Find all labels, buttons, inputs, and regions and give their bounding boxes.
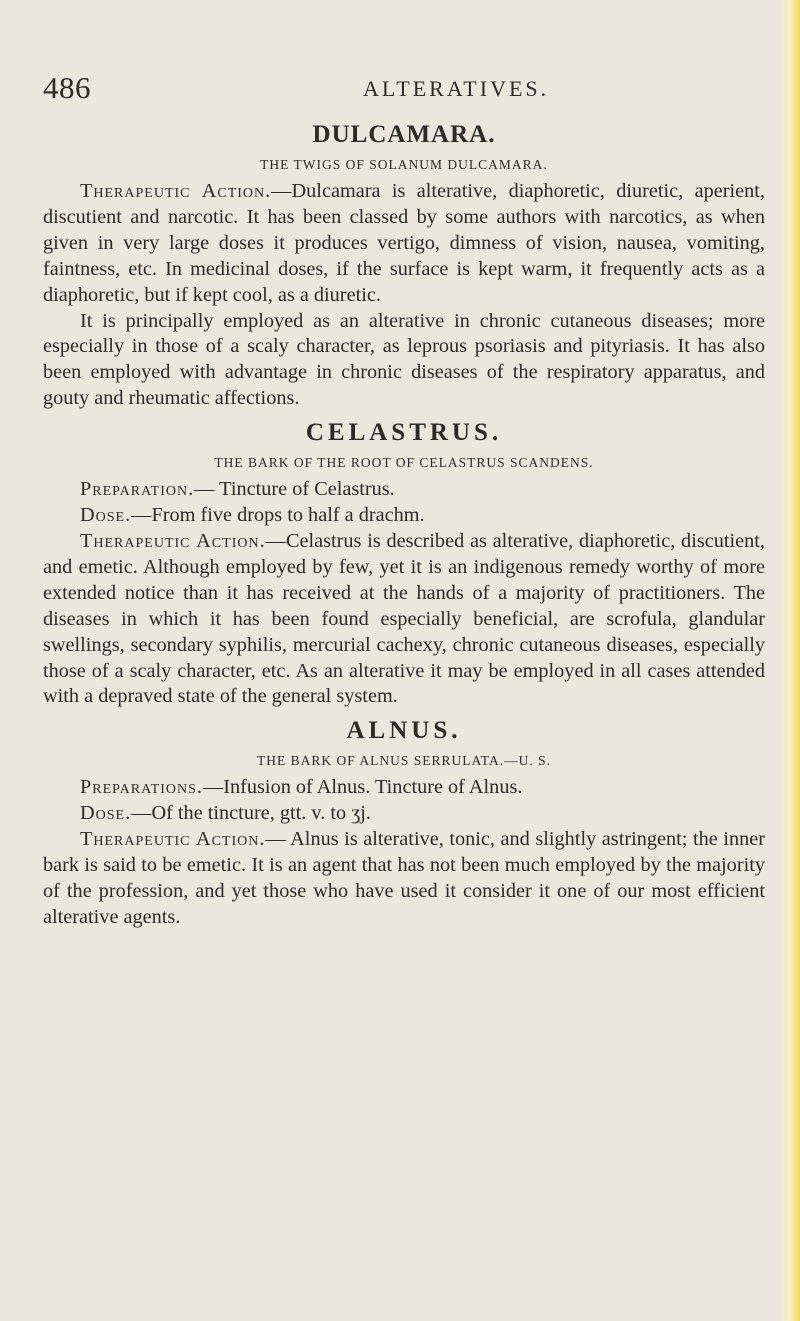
paragraph-label: Therapeutic Action. [80, 180, 272, 202]
page-edge [778, 0, 800, 1321]
paragraph-celastrus-action [43, 529, 765, 710]
paragraph-text: —Celastrus is described as alterative, diaphoretic, discutient, and emetic. Although employed by few, yet it is an indigenous remedy worthy of more extended notice than it has received at the hands of a majority of practitioners. The diseases in which it has been found especially beneficial, are scrofula, glandular swellings, secondary syphilis, mercurial cachexy, chronic cutaneous diseases, especially those of a scaly character, etc. As an alterative it may be employed in all cases attended with a depraved state of the general system. [43, 529, 765, 708]
paragraph-text: — Alnus is alterative, tonic, and slightly astringent; the inner bark is said to be emetic. It is an agent that has not been much employed by the majority of the profession, and yet those who have used it consider it one of our most efficient alterative agents. [43, 828, 765, 928]
paragraph-text: —Infusion of Alnus. Tincture of Alnus. [202, 776, 523, 799]
paragraph-text: — Tincture of Celastrus. [194, 478, 395, 501]
paragraph-label: Dose. [80, 504, 132, 527]
paragraph-text: —From five drops to half a drachm. [131, 504, 425, 527]
section-title-alnus: ALNUS. [346, 717, 462, 745]
paragraph-celastrus-dose [43, 503, 765, 529]
paragraph-label: Dose. [80, 802, 132, 825]
page-number: 486 [43, 70, 91, 105]
paragraph-dulcamara-action [43, 179, 765, 309]
paragraph-label: Preparation. [80, 478, 195, 501]
paragraph-label: Therapeutic Action. [80, 828, 266, 851]
paragraph-label: Therapeutic Action. [80, 529, 266, 552]
paragraph-text: It is principally employed as an alterative in chronic cutaneous diseases; more especially in those of a scaly character, as leprous psoriasis and pityriasis. It has also been employed with advantage in chronic diseases of the respiratory apparatus, and gouty and rheumatic affections. [43, 309, 765, 410]
section-subtitle-alnus: THE BARK OF ALNUS SERRULATA.—U. S. [257, 753, 551, 769]
section-subtitle-celastrus: THE BARK OF THE ROOT OF CELASTRUS SCANDENS. [214, 455, 594, 471]
section-subtitle-dulcamara: THE TWIGS OF SOLANUM DULCAMARA. [260, 157, 548, 172]
paragraph-label: Preparations. [80, 776, 203, 799]
running-head-title: ALTERATIVES. [363, 76, 550, 101]
paragraph-alnus-preparations [43, 775, 765, 801]
paragraph-text: —Of the tincture, gtt. v. to ʒj. [131, 802, 371, 825]
running-head [43, 70, 743, 106]
section-title-dulcamara: DULCAMARA. [312, 121, 496, 148]
paragraph-alnus-action [43, 827, 765, 931]
section-title-celastrus: CELASTRUS. [305, 419, 503, 447]
paragraph-text: —Dulcamara is alterative, diaphoretic, diuretic, aperient, discutient and narcotic. It has been classed by some authors with narcotics, as when given in very large doses it produces vertigo, dimness of vision, nausea, vomiting, faintness, etc. In medicinal doses, if the surface is kept warm, it frequently acts as a diaphoretic, but if kept cool, as a diuretic. [43, 180, 765, 306]
paragraph-alnus-dose [43, 801, 765, 827]
text-block [43, 118, 765, 931]
paragraph-dulcamara-usage [43, 309, 765, 413]
paragraph-celastrus-preparation [43, 477, 765, 503]
